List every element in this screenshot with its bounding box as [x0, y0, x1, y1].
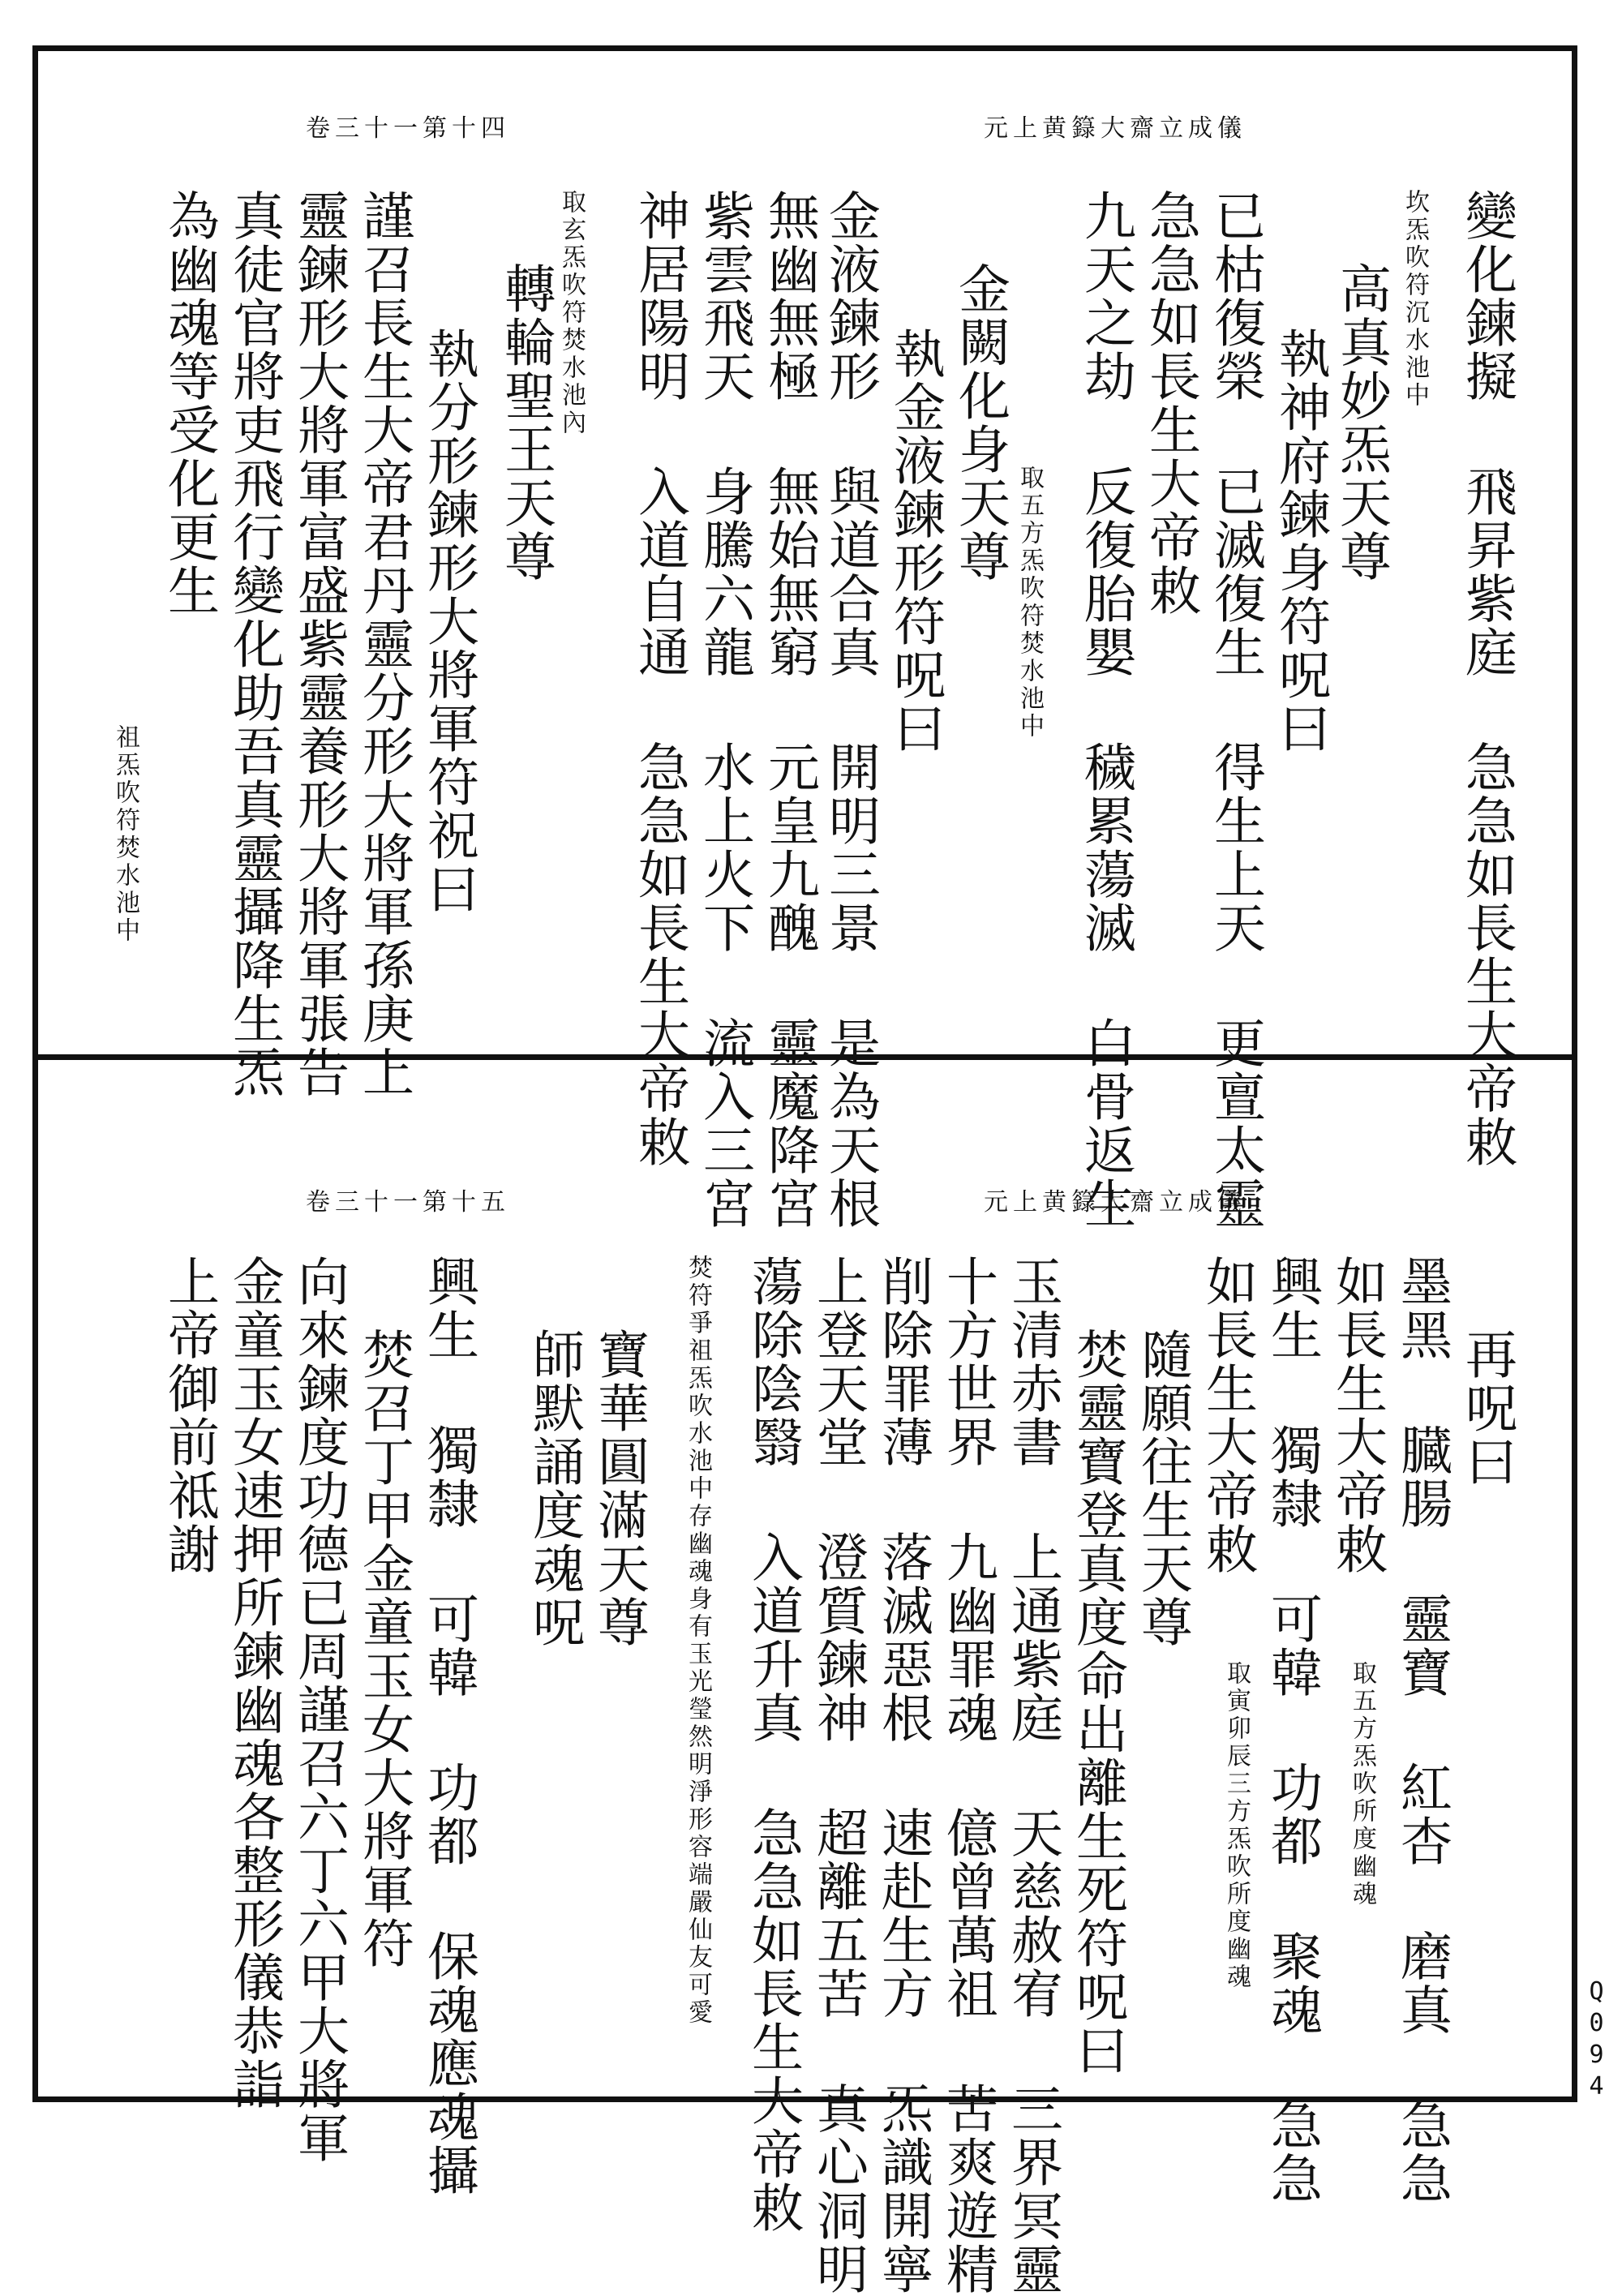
text-column: 金液鍊形 與道合真 開明三景 是為天根: [820, 189, 880, 1230]
text-column: 如長生大帝敕: [1327, 1255, 1387, 1576]
annotation-column: 取寅卯辰三方炁吹所度幽魂: [1222, 1660, 1251, 1991]
text-column: 無幽無極 無始無窮 元皇九醜 靈魔降宮: [759, 189, 819, 1230]
bottom-panel: [38, 1060, 1572, 2296]
text-column: 削除罪薄 落滅惡根 速赴生方 炁識開寧: [873, 1255, 933, 2296]
text-column: 興生 獨隸 可韓 功都 聚魂 急急: [1262, 1255, 1322, 2205]
text-column: 上帝御前祗謝: [159, 1255, 219, 1576]
text-column: 為幽魂等受化更生: [159, 189, 219, 617]
text-column: 上登天堂 澄質鍊神 超離五苦 真心洞明: [808, 1255, 868, 2296]
annotation-column: 取五方炁吹符焚水池中: [1015, 465, 1044, 740]
text-column: 執分形鍊形大將軍符祝曰: [418, 327, 478, 916]
text-column: 轉輪聖王天尊: [496, 262, 556, 583]
text-column: 九天之劫 反復胎嬰 穢累蕩滅 白骨返生: [1075, 189, 1135, 1230]
text-column: 靈鍊形大將軍富盛紫靈養形大將軍張告: [289, 189, 349, 1099]
bottom-header: [306, 1182, 1247, 1217]
text-column: 焚靈寶登真度命出離生死符呪曰: [1067, 1328, 1127, 2077]
annotation-column: 取五方炁吹所度幽魂: [1348, 1660, 1376, 1908]
top-header: [306, 108, 1247, 144]
text-column: 焚召丁甲金童玉女大將軍符: [354, 1328, 414, 1970]
text-column: 高真妙炁天尊: [1331, 262, 1391, 583]
text-column: 向來鍊度功德已周謹召六丁六甲大將軍: [289, 1255, 349, 2165]
bottom-header-title: 元上黄籙大齋立成儀: [984, 1188, 1247, 1217]
text-column: 真徒官將吏飛行變化助吾真靈攝降生炁: [224, 189, 284, 1099]
text-column: 十方世界 九幽罪魂 億曾萬祖 苦爽遊精: [938, 1255, 998, 2296]
text-column: 墨黑 臓腸 靈寶 紅杏 磨真 急急: [1392, 1255, 1452, 2205]
text-column: 如長生大帝敕: [1197, 1255, 1257, 1576]
text-column: 寶華圓滿天尊: [589, 1328, 649, 1649]
text-column: 蕩除陰翳 入道升真 急急如長生大帝敕: [743, 1255, 803, 2234]
top-header-volume: 卷三十一第十四: [306, 114, 510, 143]
text-column: 執金液鍊形符呪曰: [885, 327, 945, 755]
text-column: 再呪曰: [1457, 1328, 1517, 1488]
text-column: 紫雲飛天 身騰六龍 水上火下 流入三宮: [694, 189, 754, 1230]
text-column: 已枯復榮 已滅復生 得生上天 更亶太靈: [1205, 189, 1265, 1230]
top-header-title: 元上黄籙大齋立成儀: [984, 114, 1247, 143]
text-column: 急急如長生大帝敕: [1140, 189, 1200, 617]
text-column: 師默誦度魂呪: [524, 1328, 584, 1649]
annotation-column: 焚符爭祖炁吹水池中存幽魂身有玉光瑩然明淨形容端嚴仙友可愛: [684, 1255, 712, 2027]
text-column: 興生 獨隸 可韓 功都 保魂應魂攝: [418, 1255, 478, 2197]
annotation-column: 祖炁吹符焚水池中: [111, 724, 139, 945]
text-column: 執神府鍊身符呪曰: [1270, 327, 1330, 755]
text-column: 神居陽明 入道自通 急急如長生大帝敕: [629, 189, 689, 1169]
page-number: Q094: [1582, 1977, 1611, 2104]
text-column: 金童玉女速押所鍊幽魂各整形儀恭詣: [224, 1255, 284, 2111]
bottom-header-volume: 卷三十一第十五: [306, 1188, 510, 1217]
text-column: 玉清赤書 上通紫庭 天慈赦宥 三界冥靈: [1002, 1255, 1062, 2296]
text-column: 隨願往生天尊: [1132, 1328, 1192, 1649]
annotation-column: 取玄炁吹符焚水池內: [557, 189, 586, 437]
text-column: 金闕化身天尊: [950, 262, 1010, 583]
annotation-column: 坎炁吹符沉水池中: [1401, 189, 1429, 410]
text-column: 變化鍊擬 飛昇紫庭 急急如長生大帝敕: [1457, 189, 1517, 1169]
text-column: 謹召長生大帝君丹靈分形大將軍孫庚上: [354, 189, 414, 1099]
